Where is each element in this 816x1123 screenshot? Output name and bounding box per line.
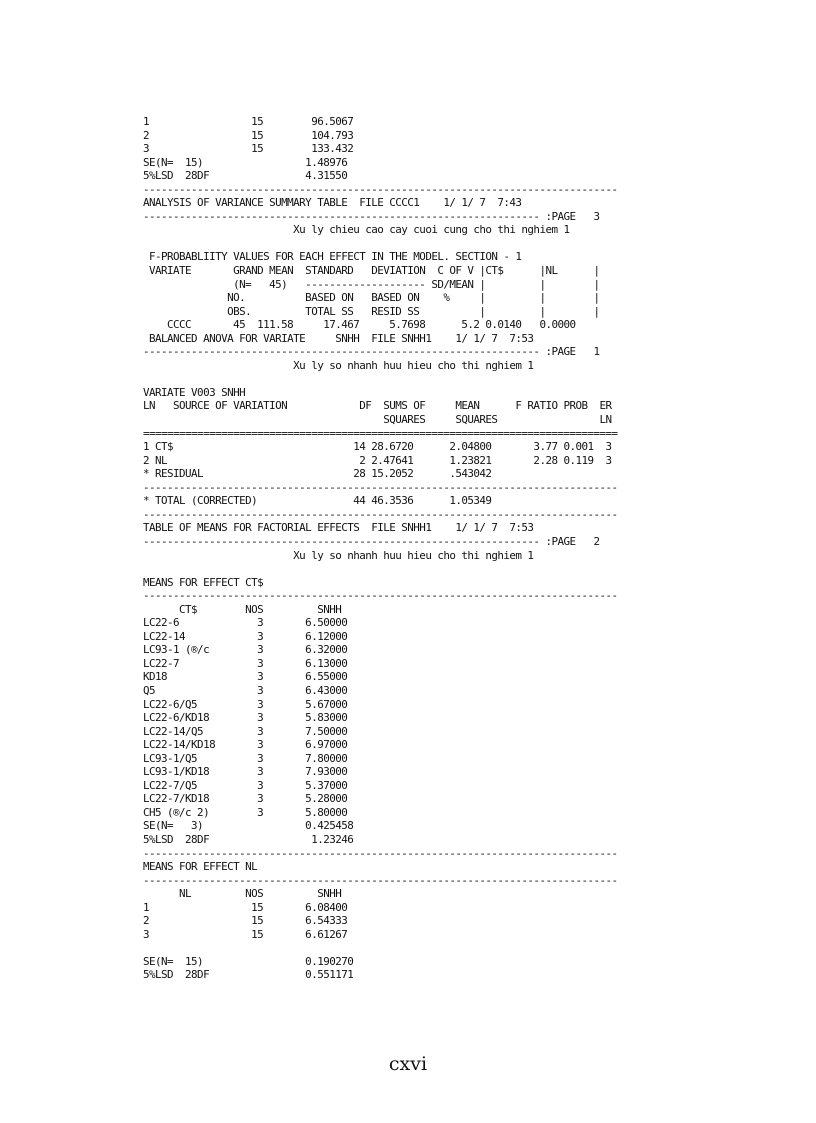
listing-line: OBS. TOTAL SS RESID SS | | | — [143, 304, 600, 318]
listing-line: SQUARES SQUARES LN — [143, 413, 612, 427]
listing-line: * TOTAL (CORRECTED) 44 46.3536 1.05349 — [143, 494, 492, 508]
listing-line: ------------------------------------------------------------------------------- — [143, 507, 618, 521]
listing-line: ------------------------------------------------------------------ :PAGE 1 — [143, 345, 600, 359]
listing-line: 3 15 6.61267 — [143, 927, 348, 941]
listing-line: ------------------------------------------------------------------------------- — [143, 480, 618, 494]
page-number: cxvi — [388, 1053, 428, 1075]
listing-line: =============================================================================== — [143, 426, 618, 440]
anova-output-listing — [143, 115, 618, 982]
listing-line: 2 15 104.793 — [143, 128, 354, 142]
listing-line: ------------------------------------------------------------------------------- — [143, 873, 618, 887]
listing-line: LC22-14/KD18 3 6.97000 — [143, 738, 348, 752]
listing-line: KD18 3 6.55000 — [143, 670, 348, 684]
listing-line: LN SOURCE OF VARIATION DF SUMS OF MEAN F RATIO PROB ER — [143, 399, 612, 413]
listing-line: CH5 (®/c 2) 3 5.80000 — [143, 805, 348, 819]
listing-line — [143, 237, 618, 251]
listing-line: LC22-14/Q5 3 7.50000 — [143, 724, 348, 738]
listing-line: ANALYSIS OF VARIANCE SUMMARY TABLE FILE CCCC1 1/ 1/ 7 7:43 — [143, 196, 522, 210]
listing-line: LC22-14 3 6.12000 — [143, 629, 348, 643]
listing-line: 1 CT$ 14 28.6720 2.04800 3.77 0.001 3 — [143, 440, 612, 454]
listing-line: ------------------------------------------------------------------------------- — [143, 182, 618, 196]
listing-line: Xu ly so nhanh huu hieu cho thi nghiem 1 — [143, 548, 534, 562]
listing-line: TABLE OF MEANS FOR FACTORIAL EFFECTS FILE SNHH1 1/ 1/ 7 7:53 — [143, 521, 534, 535]
listing-line: CT$ NOS SNHH — [143, 602, 342, 616]
listing-line: VARIATE V003 SNHH — [143, 385, 246, 399]
listing-line: ------------------------------------------------------------------------------- — [143, 846, 618, 860]
listing-line: LC93-1/Q5 3 7.80000 — [143, 751, 348, 765]
listing-line: LC22-7/KD18 3 5.28000 — [143, 792, 348, 806]
listing-line: * RESIDUAL 28 15.2052 .543042 — [143, 467, 492, 481]
listing-line: 5%LSD 28DF 1.23246 — [143, 832, 354, 846]
listing-line: LC22-7 3 6.13000 — [143, 656, 348, 670]
listing-line: LC22-6/Q5 3 5.67000 — [143, 697, 348, 711]
listing-line: SE(N= 3) 0.425458 — [143, 819, 354, 833]
listing-line: BALANCED ANOVA FOR VARIATE SNHH FILE SNHH1 1/ 1/ 7 7:53 — [143, 331, 534, 345]
listing-line: LC22-7/Q5 3 5.37000 — [143, 778, 348, 792]
listing-line: ------------------------------------------------------------------ :PAGE 3 — [143, 209, 600, 223]
listing-line: 2 NL 2 2.47641 1.23821 2.28 0.119 3 — [143, 453, 612, 467]
listing-line: NO. BASED ON BASED ON % | | | — [143, 291, 600, 305]
listing-line — [143, 372, 618, 386]
listing-line: ------------------------------------------------------------------ :PAGE 2 — [143, 534, 600, 548]
listing-line: Xu ly chieu cao cay cuoi cung cho thi nghiem 1 — [143, 223, 570, 237]
listing-line: F-PROBABLIITY VALUES FOR EACH EFFECT IN THE MODEL. SECTION - 1 — [143, 250, 522, 264]
listing-line: LC93-1/KD18 3 7.93000 — [143, 765, 348, 779]
listing-line: Xu ly so nhanh huu hieu cho thi nghiem 1 — [143, 358, 534, 372]
listing-line: SE(N= 15) 1.48976 — [143, 155, 348, 169]
listing-line: NL NOS SNHH — [143, 887, 342, 901]
listing-line: LC93-1 (®/c 3 6.32000 — [143, 643, 348, 657]
listing-line: 3 15 133.432 — [143, 142, 354, 156]
listing-line: 1 15 96.5067 — [143, 115, 354, 128]
listing-line: 2 15 6.54333 — [143, 914, 348, 928]
listing-line: CCCC 45 111.58 17.467 5.7698 5.2 0.0140 0.0000 — [143, 318, 576, 332]
listing-line: LC22-6 3 6.50000 — [143, 616, 348, 630]
listing-line: 1 15 6.08400 — [143, 900, 348, 914]
listing-line: 5%LSD 28DF 4.31550 — [143, 169, 348, 183]
listing-line: MEANS FOR EFFECT NL — [143, 860, 258, 874]
listing-line — [143, 941, 618, 955]
listing-line: ------------------------------------------------------------------------------- — [143, 589, 618, 603]
listing-line: VARIATE GRAND MEAN STANDARD DEVIATION C OF V |CT$ |NL | — [143, 264, 600, 278]
listing-line: Q5 3 6.43000 — [143, 683, 348, 697]
listing-line: (N= 45) -------------------- SD/MEAN | | | — [143, 277, 600, 291]
listing-line: MEANS FOR EFFECT CT$ — [143, 575, 264, 589]
listing-line — [143, 562, 618, 576]
listing-line: LC22-6/KD18 3 5.83000 — [143, 711, 348, 725]
listing-line: 5%LSD 28DF 0.551171 — [143, 968, 354, 982]
listing-line: SE(N= 15) 0.190270 — [143, 954, 354, 968]
